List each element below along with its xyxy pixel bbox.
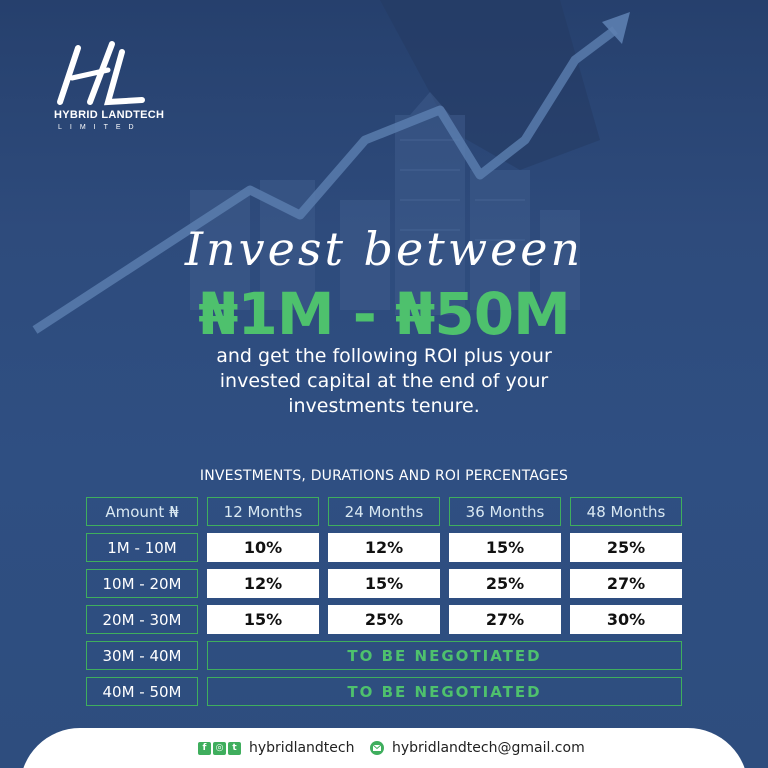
roi-cell: 25% (449, 569, 561, 598)
roi-cell: 15% (449, 533, 561, 562)
header-24-months: 24 Months (328, 497, 440, 526)
logo-mark-icon (50, 40, 160, 110)
brand-logo (50, 40, 160, 110)
row-label: 1M - 10M (86, 533, 198, 562)
email-contact[interactable] (370, 738, 585, 758)
headline-script: Invest between (184, 222, 584, 276)
roi-cell: 27% (449, 605, 561, 634)
row-label: 20M - 30M (86, 605, 198, 634)
roi-cell: 12% (328, 533, 440, 562)
facebook-icon[interactable]: f (198, 742, 211, 755)
headline-amount: ₦1M - ₦50M (198, 280, 570, 348)
header-48-months: 48 Months (570, 497, 682, 526)
roi-cell: 25% (570, 533, 682, 562)
brand-name: HYBRID LANDTECH (54, 109, 165, 121)
header-amount: Amount ₦ (86, 497, 198, 526)
twitter-icon[interactable]: t (228, 742, 241, 755)
header-36-months: 36 Months (449, 497, 561, 526)
negotiated-cell: TO BE NEGOTIATED (207, 677, 682, 706)
roi-cell: 15% (328, 569, 440, 598)
table-heading: INVESTMENTS, DURATIONS AND ROI PERCENTAGES (199, 468, 569, 484)
description-text: and get the following ROI plus your invested capital at the end of your investments tenure. (216, 345, 552, 417)
row-label: 10M - 20M (86, 569, 198, 598)
social-icons (198, 742, 241, 755)
roi-cell: 15% (207, 605, 319, 634)
social-contact[interactable] (198, 738, 354, 758)
row-label: 40M - 50M (86, 677, 198, 706)
mail-icon (370, 741, 384, 755)
brand-subname: LIMITED (58, 124, 142, 131)
email-address[interactable]: hybridlandtech@gmail.com (392, 740, 585, 756)
instagram-icon[interactable]: ◎ (213, 742, 226, 755)
row-label: 30M - 40M (86, 641, 198, 670)
roi-cell: 30% (570, 605, 682, 634)
header-12-months: 12 Months (207, 497, 319, 526)
negotiated-cell: TO BE NEGOTIATED (207, 641, 682, 670)
roi-cell: 27% (570, 569, 682, 598)
social-handle[interactable]: hybridlandtech (249, 740, 355, 756)
roi-cell: 12% (207, 569, 319, 598)
roi-cell: 25% (328, 605, 440, 634)
roi-cell: 10% (207, 533, 319, 562)
